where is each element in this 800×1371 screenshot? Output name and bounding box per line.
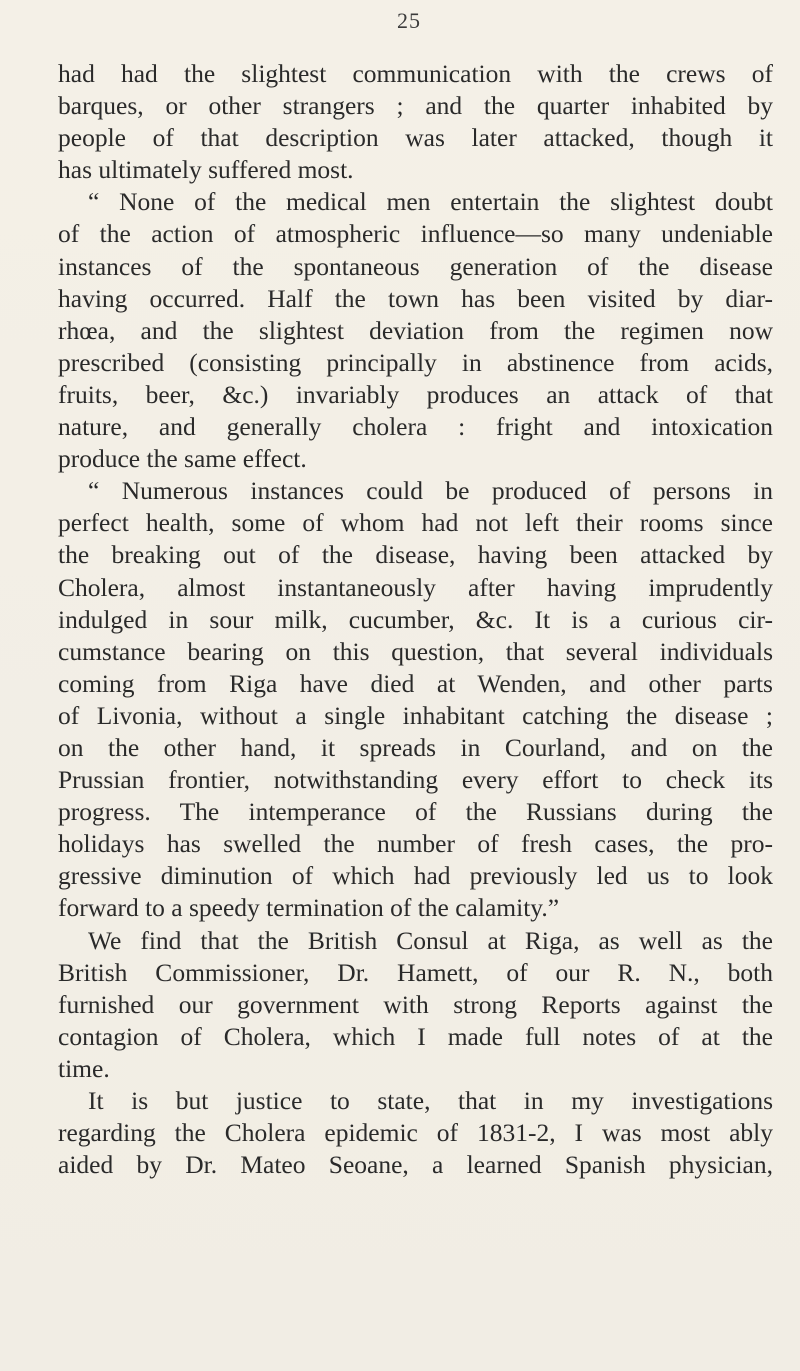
text-line: It is but justice to state, that in my investigations [88,1086,773,1115]
text-line: has ultimately suffered most. [58,155,354,185]
text-line: progress. The intemperance of the Russians during the [58,797,773,827]
text-line: forward to a speedy termination of the calamity.” [58,893,560,923]
text-line: perfect health, some of whom had not left their rooms since [58,508,773,538]
text-line: the breaking out of the disease, having been attacked by [58,540,773,570]
text-line: regarding the Cholera epidemic of 1831-2, I was most ably [58,1118,773,1148]
text-line: gressive diminution of which had previously led us to look [58,861,773,891]
text-line: coming from Riga have died at Wenden, and other parts [58,668,773,698]
text-line: fruits, beer, &c.) invariably produces an attack of that [58,379,773,409]
text-line: rhœa, and the slightest deviation from the regimen now [58,315,773,345]
text-line: indulged in sour milk, cucumber, &c. It is a curious cir- [58,604,773,634]
text-line: having occurred. Half the town has been visited by diar- [58,283,773,313]
text-line: prescribed (consisting principally in abstinence from acids, [58,347,773,377]
body-text [58,58,773,1181]
page-number: 25 [397,8,421,33]
text-line: instances of the spontaneous generation of the disease [58,251,773,281]
text-line: people of that description was later attacked, though it [58,123,773,153]
text-line: produce the same effect. [58,444,307,474]
text-line: British Commissioner, Dr. Hamett, of our R. N., both [58,957,773,987]
text-line: of the action of atmospheric influence—so many undeniable [58,219,773,249]
text-line: of Livonia, without a single inhabitant catching the disease ; [58,700,773,730]
text-line: aided by Dr. Mateo Seoane, a learned Spanish physician, [58,1150,773,1180]
text-line: “ Numerous instances could be produced of persons in [88,476,773,506]
text-line: “ None of the medical men entertain the slightest doubt [88,187,773,217]
text-line: holidays has swelled the number of fresh cases, the pro- [58,829,773,859]
text-line: cumstance bearing on this question, that several individuals [58,636,773,666]
text-line: nature, and generally cholera : fright and intoxication [58,412,773,442]
text-line: We find that the British Consul at Riga, as well as the [88,925,773,955]
text-line: time. [58,1053,110,1083]
text-line: Cholera, almost instantaneously after having imprudently [58,572,773,602]
text-line: on the other hand, it spreads in Courland, and on the [58,732,773,762]
text-line: had had the slightest communication with the crews of [58,59,773,88]
text-line: barques, or other strangers ; and the quarter inhabited by [58,91,773,121]
text-line: Prussian frontier, notwithstanding every effort to check its [58,765,773,795]
text-line: furnished our government with strong Reports against the [58,989,773,1019]
text-line: contagion of Cholera, which I made full notes of at the [58,1021,773,1051]
